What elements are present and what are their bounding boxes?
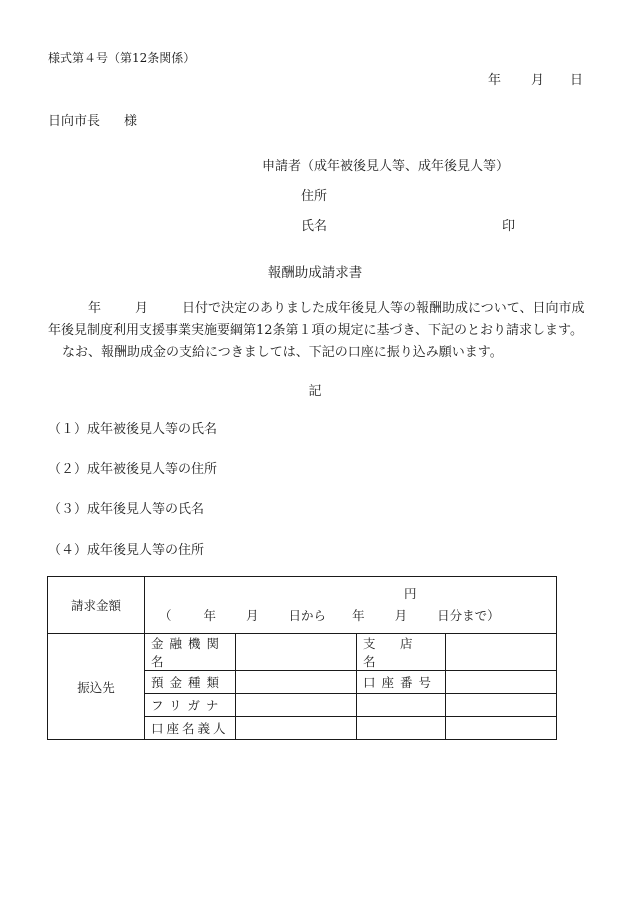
addressee [48, 110, 137, 129]
addressee-name: 日向市長 [48, 114, 101, 129]
period-year-1: 年 [203, 608, 217, 623]
bank-name-field[interactable] [236, 634, 357, 671]
list-item: （４）成年後見人等の住所 [48, 543, 205, 558]
amount-label: 請求金額 [48, 577, 145, 634]
branch-label: 支 店 名 [357, 634, 446, 671]
form-number: 様式第４号（第12条関係） [48, 51, 196, 65]
account-holder-label: 口座名義人 [145, 717, 236, 740]
date-day: 日 [570, 73, 584, 88]
furigana-field-2[interactable] [357, 694, 446, 717]
period-line [159, 606, 500, 624]
date-year: 年 [488, 73, 502, 88]
account-holder-field[interactable] [236, 717, 357, 740]
transfer-label: 振込先 [48, 634, 145, 740]
yen-unit: 円 [404, 586, 417, 601]
body-month: 月 [135, 301, 149, 316]
amount-field[interactable] [145, 577, 557, 634]
account-number-field[interactable] [446, 671, 557, 694]
applicant-heading: 申請者（成年被後見人等、成年後見人等） [262, 159, 510, 174]
period-until: 日分まで） [437, 608, 500, 623]
account-holder-field-3[interactable] [446, 717, 557, 740]
body-line-1 [88, 297, 585, 316]
applicant-address-label: 住所 [301, 189, 328, 204]
period-month-1: 月 [246, 608, 259, 623]
account-number-label: 口座番号 [357, 671, 446, 694]
furigana-field-3[interactable] [446, 694, 557, 717]
account-holder-field-2[interactable] [357, 717, 446, 740]
seal-mark: 印 [502, 219, 516, 234]
branch-field[interactable] [446, 634, 557, 671]
period-from: 日から [288, 608, 327, 623]
period-year-2: 年 [352, 608, 365, 623]
furigana-label: フリガナ [145, 694, 236, 717]
ki-heading: 記 [308, 384, 322, 399]
list-item: （３）成年後見人等の氏名 [48, 502, 205, 517]
request-table [47, 576, 557, 740]
addressee-honorific: 様 [124, 114, 138, 129]
list-item: （１）成年被後見人等の氏名 [48, 422, 218, 437]
bank-name-label: 金融機関名 [145, 634, 236, 671]
applicant-name-label: 氏名 [301, 219, 328, 234]
body-line-2: 年後見制度利用支援事業実施要綱第12条第１項の規定に基づき、下記のとおり請求します。 [48, 323, 583, 338]
list-item: （２）成年被後見人等の住所 [48, 462, 218, 477]
period-open: （ [159, 608, 172, 623]
body-year: 年 [88, 301, 102, 316]
body-line-1-text: 日付で決定のありました成年後見人等の報酬助成について、日向市成 [182, 301, 585, 316]
date-month: 月 [531, 73, 545, 88]
furigana-field[interactable] [236, 694, 357, 717]
body-line-3: なお、報酬助成金の支給につきましては、下記の口座に振り込み願います。 [62, 345, 503, 360]
account-type-label: 預金種類 [145, 671, 236, 694]
period-month-2: 月 [394, 608, 408, 623]
document-title: 報酬助成請求書 [267, 265, 363, 281]
account-type-field[interactable] [236, 671, 357, 694]
